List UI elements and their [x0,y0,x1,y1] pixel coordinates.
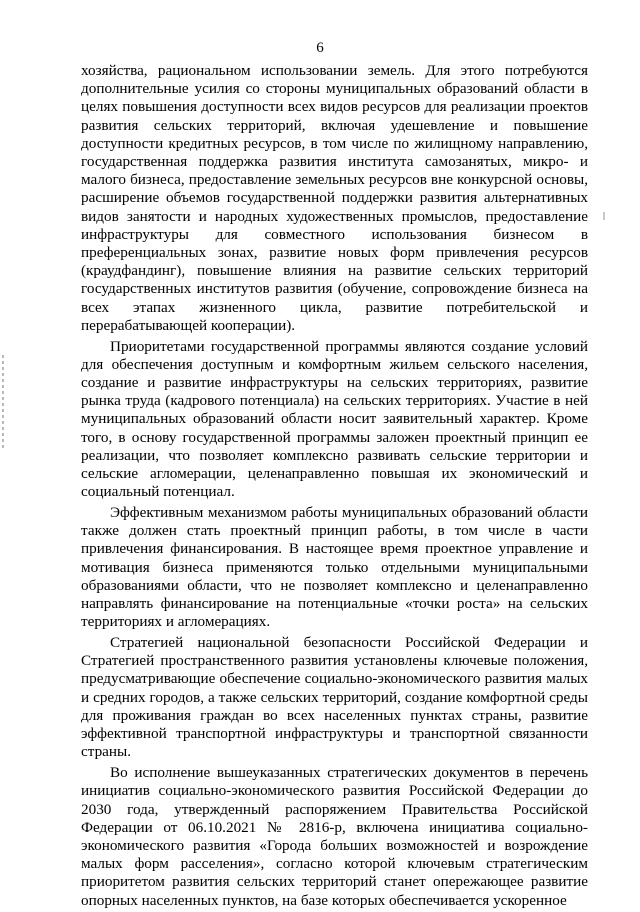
text-line: опорных населенных пунктов, на базе которых обеспечивается ускоренное [81,891,567,909]
text-line: Федерации от 06.10.2021 № 2816-р, включена инициатива социально- [81,818,588,836]
text-line: направлять финансирование на потенциальные «точки роста» на сельских [81,595,588,613]
text-line: инфраструктуры для совместного использования бизнесом в [81,225,588,243]
text-line: эффективной транспортной инфраструктуры и транспортной связанности [81,725,588,743]
text-line: социальный потенциал. [81,483,235,501]
text-line: государственных институтов развития (обучение, сопровождение бизнеса на [81,280,588,298]
text-line: малых форм расселения», согласно которой ключевым стратегическим [81,855,588,873]
text-line: создание и развитие инфраструктуры на сельских территориях, развитие [81,374,588,392]
text-line: привлечения финансирования. В настоящее время проектное управление и [81,540,588,558]
text-line: Эффективным механизмом работы муниципальных образований области [110,504,588,522]
text-line: (краудфандинг), повышение влияния на развитие сельских территорий [81,262,588,280]
text-line: Стратегией национальной безопасности Российской Федерации и [110,634,588,652]
text-line: Приоритетами государственной программы являются создание условий [110,337,588,355]
text-line: экономического развития «Города больших возможностей и возрождение [81,836,588,854]
text-line: Стратегией пространственного развития установлены ключевые положения, [81,652,588,670]
text-line: доступности кредитных ресурсов, в том числе по жилищному направлению, [81,134,588,152]
text-line: образованиями области, что не позволяет комплексно и целенаправленно [81,576,588,594]
paragraph [81,504,588,631]
text-line: страны. [81,743,132,761]
text-line: также должен стать проектный принцип работы, в том числе в части [81,522,588,540]
text-line: видов занятости и народных художественных промыслов, предоставление [81,207,588,225]
text-line: предусматривающие обеспечение социально-экономического развития малых [81,670,588,688]
text-line: того, в основу государственной программы заложен проектный принцип ее [81,428,588,446]
text-line: сельские агломерации, целенаправленно повышая их экономический и [81,465,588,483]
text-line: мотивация бизнеса применяются только отдельными муниципальными [81,558,588,576]
text-line: государственная поддержка развития института самозанятых, микро- и [81,153,588,171]
paragraph [81,764,588,910]
margin-scan-mark [2,355,4,450]
text-line: приоритетом развития сельских территорий станет опережающее развитие [81,873,588,891]
text-line: расширение объемов государственной поддержки развития альтернативных [81,189,588,207]
text-line: инициатив социально-экономического развития Российской Федерации до [81,782,588,800]
document-body [81,62,588,912]
text-line: развития сельских территорий, включая удешевление и повышение [81,116,588,134]
margin-scan-dot [603,212,605,220]
text-line: Во исполнение вышеуказанных стратегических документов в перечень [110,764,588,782]
text-line: целях повышения доступности всех видов ресурсов для реализации проектов [81,98,588,116]
text-line: хозяйства, рациональном использовании земель. Для этого потребуются [81,62,588,79]
text-line: рынка труда (кадрового потенциала) на сельских территориях. Участие в ней [81,392,588,410]
paragraph [81,338,588,502]
text-line: территориях и агломерациях. [81,613,271,631]
text-line: всех этапах жизненного цикла, развитие потребительской и [81,298,588,316]
text-line: перерабатывающей кооперации). [81,316,296,334]
page-number: 6 [316,40,324,56]
text-line: преференциальных зонах, развитие новых форм привлечения ресурсов [81,244,588,262]
text-line: для проживания граждан во всех населенных пунктах страны, развитие [81,706,588,724]
text-line: муниципальных образований области носит заявительный характер. Кроме [81,410,588,428]
text-line: 2030 года, утвержденный распоряжением Правительства Российской [81,800,588,818]
text-line: малого бизнеса, предоставление земельных ресурсов вне конкурсной основы, [81,171,588,189]
paragraph [81,62,588,335]
text-line: и средних городов, а также сельских территорий, создание комфортной среды [81,688,588,706]
text-line: реализации, что позволяет комплексно развивать сельские территории и [81,446,588,464]
text-line: для обеспечения доступным и комфортным жильем сельского населения, [81,355,588,373]
text-line: дополнительные усилия со стороны муниципальных образований области в [81,80,588,98]
paragraph [81,634,588,761]
